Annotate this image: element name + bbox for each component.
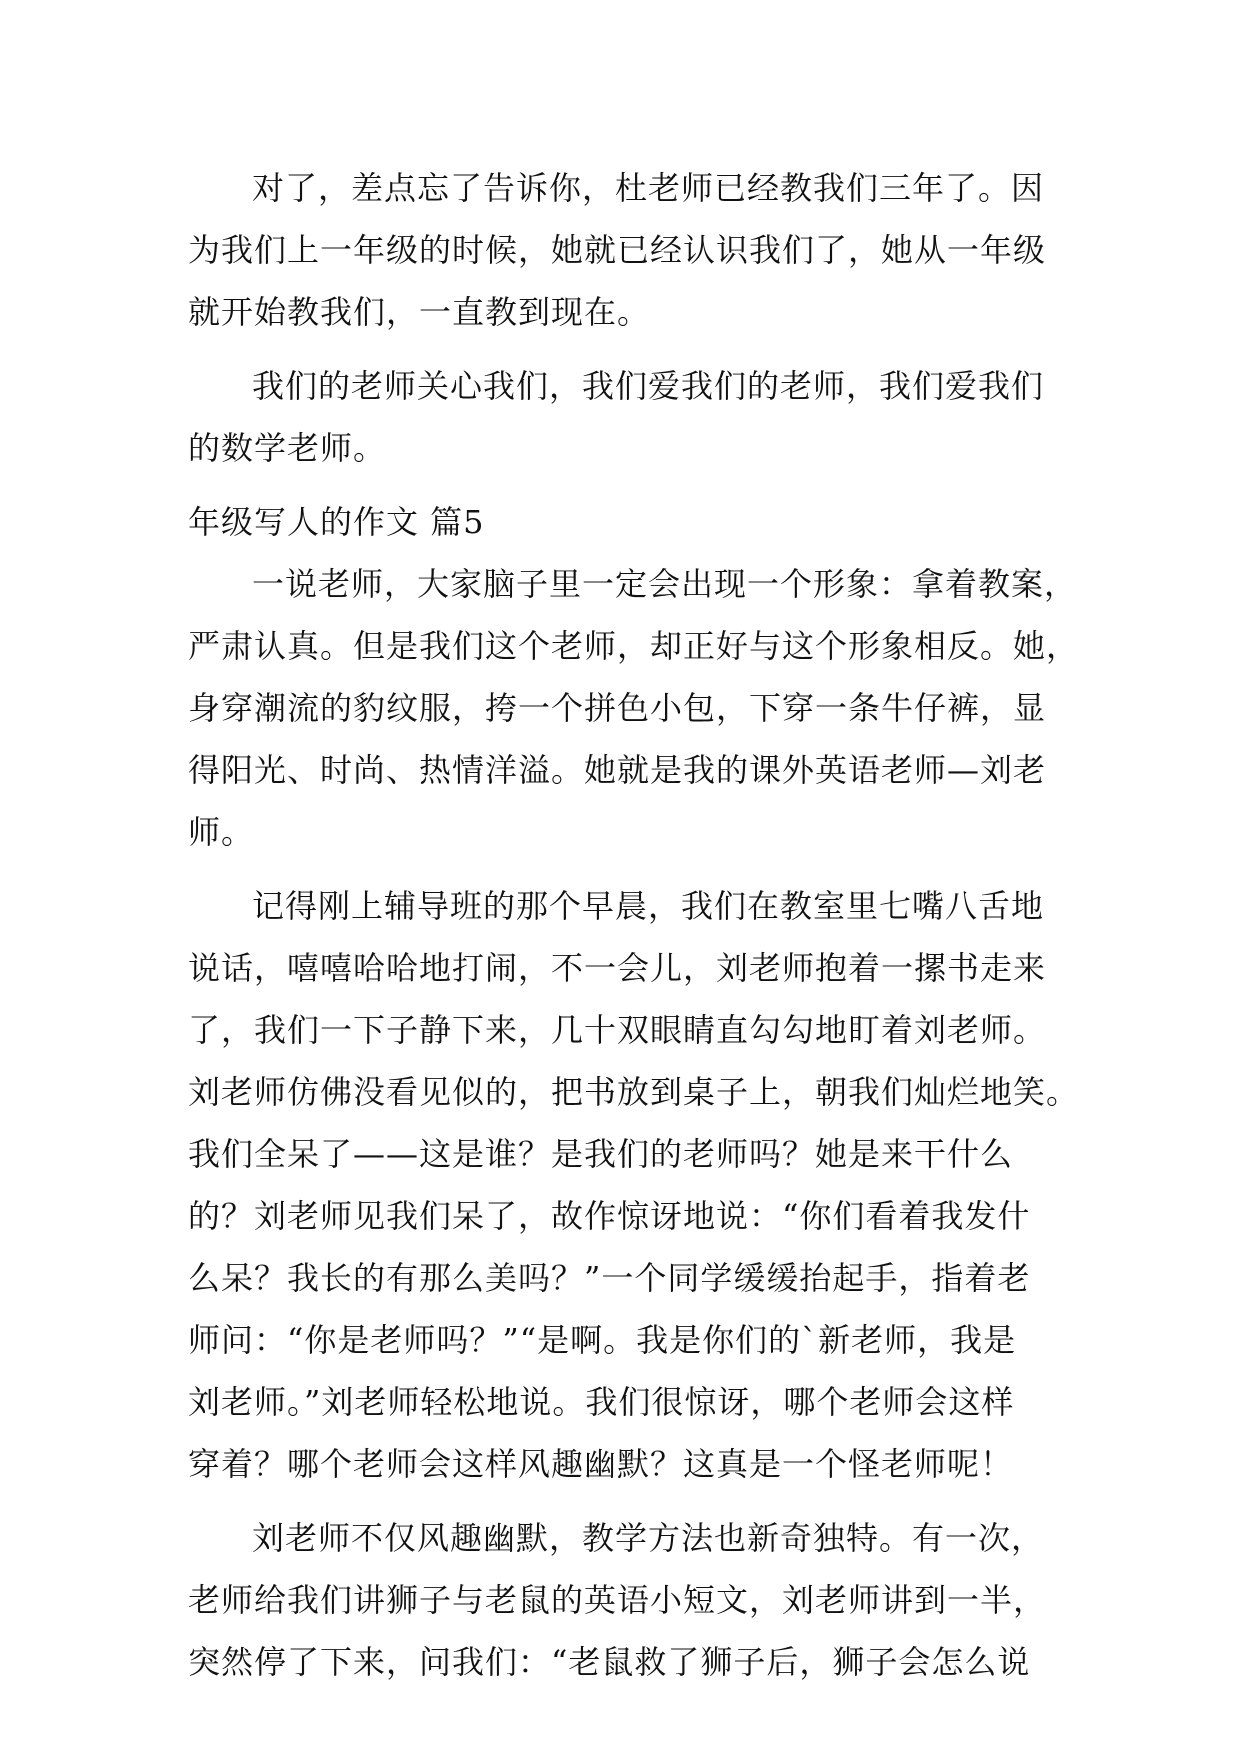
text-line: 就开始教我们，一直教到现在。 <box>188 293 651 331</box>
text-line: 穿着？哪个老师会这样风趣幽默？这真是一个怪老师呢！ <box>188 1445 1014 1483</box>
text-line: 我们全呆了——这是谁？是我们的老师吗？她是来干什么 <box>188 1135 1014 1173</box>
paragraph <box>188 553 1080 863</box>
text-line: 对了，差点忘了告诉你，杜老师已经教我们三年了。因 <box>252 169 1045 207</box>
text-line: 突然停了下来，问我们：“老鼠救了狮子后，狮子会怎么说 <box>188 1643 1031 1681</box>
text-line: 刘老师不仅风趣幽默，教学方法也新奇独特。有一次， <box>252 1519 1045 1557</box>
text-line: 刘老师。”刘老师轻松地说。我们很惊讶，哪个老师会这样 <box>188 1383 1015 1421</box>
paragraph <box>188 157 1068 343</box>
text-line: 记得刚上辅导班的那个早晨，我们在教室里七嘴八舌地 <box>252 887 1045 925</box>
text-line: 么呆？我长的有那么美吗？”一个同学缓缓抬起手，指着老 <box>188 1259 1031 1297</box>
paragraph <box>188 355 1068 479</box>
text-line: 一说老师，大家脑子里一定会出现一个形象：拿着教案， <box>252 565 1078 603</box>
text-line: 的数学老师。 <box>188 429 387 467</box>
paragraph <box>188 1507 1068 1693</box>
text-line: 为我们上一年级的时候，她就已经认识我们了，她从一年级 <box>188 231 1047 269</box>
text-line: 了，我们一下子静下来，几十双眼睛直勾勾地盯着刘老师。 <box>188 1011 1047 1049</box>
section-heading: 年级写人的作文 篇5 <box>188 503 485 541</box>
document-body <box>188 157 1080 1705</box>
text-line: 说话，嘻嘻哈哈地打闹，不一会儿，刘老师抱着一摞书走来 <box>188 949 1047 987</box>
text-line: 师问：“你是老师吗？”“是啊。我是你们的`新老师，我是 <box>188 1321 1017 1359</box>
text-line: 刘老师仿佛没看见似的，把书放到桌子上，朝我们灿烂地笑。 <box>188 1073 1080 1111</box>
text-line: 师。 <box>188 813 255 851</box>
text-line: 得阳光、时尚、热情洋溢。她就是我的课外英语老师—刘老 <box>188 751 1047 789</box>
text-line: 我们的老师关心我们，我们爱我们的老师，我们爱我们 <box>252 367 1045 405</box>
text-line: 的？刘老师见我们呆了，故作惊讶地说：“你们看着我发什 <box>188 1197 1031 1235</box>
paragraph <box>188 875 1080 1495</box>
text-line: 严肃认真。但是我们这个老师，却正好与这个形象相反。她， <box>188 627 1080 665</box>
text-line: 身穿潮流的豹纹服，挎一个拼色小包，下穿一条牛仔裤，显 <box>188 689 1047 727</box>
text-line: 老师给我们讲狮子与老鼠的英语小短文，刘老师讲到一半， <box>188 1581 1047 1619</box>
